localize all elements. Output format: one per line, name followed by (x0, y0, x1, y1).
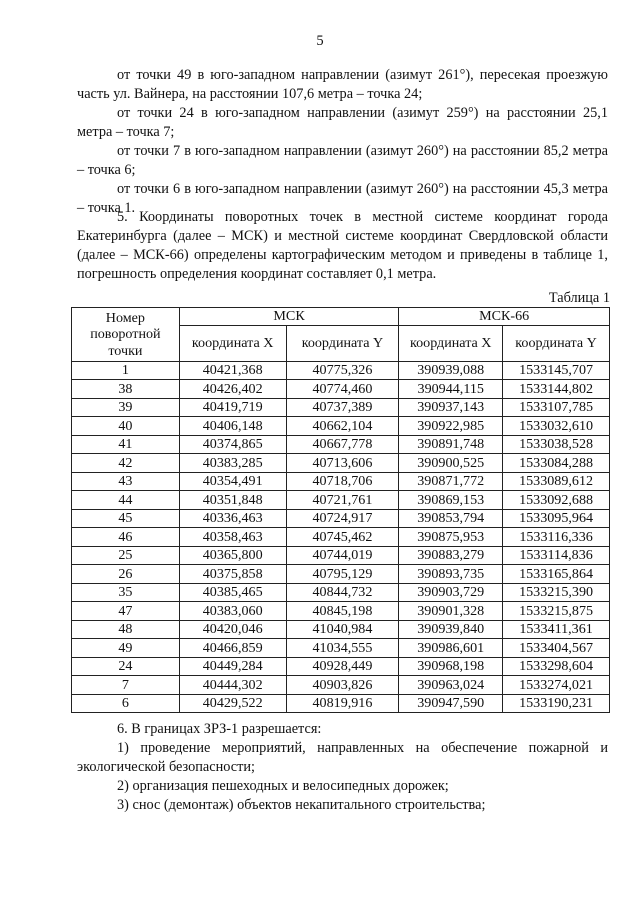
header-msk: МСК (179, 308, 399, 326)
cell-msk66-x: 390891,748 (399, 435, 503, 454)
cell-point: 47 (72, 602, 180, 621)
cell-msk-y: 41040,984 (286, 620, 399, 639)
cell-msk66-y: 1533032,610 (503, 417, 610, 436)
header-msk66: МСК-66 (399, 308, 610, 326)
cell-msk-y: 40775,326 (286, 361, 399, 380)
cell-msk66-x: 390901,328 (399, 602, 503, 621)
cell-msk66-x: 390963,024 (399, 676, 503, 695)
cell-msk66-x: 390922,985 (399, 417, 503, 436)
cell-msk66-y: 1533165,864 (503, 565, 610, 584)
cell-msk-x: 40336,463 (179, 509, 286, 528)
cell-msk66-x: 390937,143 (399, 398, 503, 417)
cell-msk-y: 40745,462 (286, 528, 399, 547)
cell-msk-x: 40421,368 (179, 361, 286, 380)
table-row (72, 583, 610, 602)
cell-msk-y: 40737,389 (286, 398, 399, 417)
cell-msk-x: 40429,522 (179, 694, 286, 713)
header-msk66-x: координата X (399, 325, 503, 361)
cell-msk-y: 40718,706 (286, 472, 399, 491)
table-row (72, 694, 610, 713)
cell-msk-x: 40375,858 (179, 565, 286, 584)
cell-msk-y: 40928,449 (286, 657, 399, 676)
cell-point: 35 (72, 583, 180, 602)
cell-msk66-y: 1533145,707 (503, 361, 610, 380)
cell-msk66-y: 1533084,288 (503, 454, 610, 473)
cell-msk-x: 40406,148 (179, 417, 286, 436)
cell-msk-y: 40724,917 (286, 509, 399, 528)
route-paragraph: от точки 49 в юго-западном направлении (азимут 261°), пересекая проезжую часть ул. Вайнера, на расстоянии 107,6 метра – точка 24; (77, 67, 608, 102)
cell-msk-y: 40721,761 (286, 491, 399, 510)
cell-msk-x: 40419,719 (179, 398, 286, 417)
item-6-sub2: 2) организация пешеходных и велосипедных дорожек; (117, 778, 449, 794)
cell-msk-x: 40385,465 (179, 583, 286, 602)
cell-msk-x: 40449,284 (179, 657, 286, 676)
table-row (72, 657, 610, 676)
item-6-sub3: 3) снос (демонтаж) объектов некапитального строительства; (117, 797, 486, 813)
cell-msk-x: 40444,302 (179, 676, 286, 695)
cell-msk-x: 40383,060 (179, 602, 286, 621)
cell-point: 24 (72, 657, 180, 676)
cell-msk-y: 40844,732 (286, 583, 399, 602)
route-paragraph: от точки 6 в юго-западном направлении (азимут 260°) на расстоянии 45,3 метра – точка 1. (77, 181, 608, 216)
table-caption: Таблица 1 (548, 290, 610, 306)
table-row (72, 435, 610, 454)
cell-msk-x: 40354,491 (179, 472, 286, 491)
cell-point: 43 (72, 472, 180, 491)
cell-msk66-y: 1533298,604 (503, 657, 610, 676)
cell-msk66-x: 390968,198 (399, 657, 503, 676)
table-row (72, 509, 610, 528)
cell-msk-y: 40819,916 (286, 694, 399, 713)
cell-msk66-x: 390893,735 (399, 565, 503, 584)
table-row (72, 454, 610, 473)
cell-msk-x: 40420,046 (179, 620, 286, 639)
route-paragraph: от точки 24 в юго-западном направлении (азимут 259°) на расстоянии 25,1 метра – точка 7; (77, 105, 608, 140)
cell-msk66-y: 1533095,964 (503, 509, 610, 528)
cell-msk-y: 40795,129 (286, 565, 399, 584)
table-row (72, 620, 610, 639)
cell-msk66-y: 1533215,875 (503, 602, 610, 621)
cell-msk66-x: 390853,794 (399, 509, 503, 528)
cell-point: 7 (72, 676, 180, 695)
cell-point: 49 (72, 639, 180, 658)
cell-point: 45 (72, 509, 180, 528)
cell-msk-y: 40845,198 (286, 602, 399, 621)
cell-point: 42 (72, 454, 180, 473)
cell-point: 39 (72, 398, 180, 417)
cell-msk66-y: 1533404,567 (503, 639, 610, 658)
item-6-title: 6. В границах ЗРЗ-1 разрешается: (117, 721, 322, 737)
header-msk-y: координата Y (286, 325, 399, 361)
cell-msk66-y: 1533411,361 (503, 620, 610, 639)
cell-msk66-y: 1533116,336 (503, 528, 610, 547)
cell-msk66-x: 390875,953 (399, 528, 503, 547)
cell-point: 25 (72, 546, 180, 565)
cell-msk66-x: 390903,729 (399, 583, 503, 602)
cell-msk-x: 40358,463 (179, 528, 286, 547)
cell-msk-y: 40667,778 (286, 435, 399, 454)
cell-msk66-x: 390939,088 (399, 361, 503, 380)
table-row (72, 639, 610, 658)
cell-msk66-y: 1533274,021 (503, 676, 610, 695)
route-description (77, 66, 608, 218)
cell-msk-x: 40374,865 (179, 435, 286, 454)
table-row (72, 602, 610, 621)
cell-point: 40 (72, 417, 180, 436)
cell-msk66-y: 1533092,688 (503, 491, 610, 510)
cell-msk-x: 40365,800 (179, 546, 286, 565)
cell-msk-x: 40383,285 (179, 454, 286, 473)
table-row (72, 546, 610, 565)
table-row (72, 361, 610, 380)
cell-msk66-x: 390986,601 (399, 639, 503, 658)
cell-msk66-y: 1533190,231 (503, 694, 610, 713)
table-row (72, 417, 610, 436)
cell-msk-y: 40774,460 (286, 380, 399, 399)
table-row (72, 398, 610, 417)
cell-msk-y: 40713,606 (286, 454, 399, 473)
header-msk-x: координата X (179, 325, 286, 361)
cell-point: 46 (72, 528, 180, 547)
header-msk66-y: координата Y (503, 325, 610, 361)
route-paragraph: от точки 7 в юго-западном направлении (азимут 260°) на расстоянии 85,2 метра – точка 6; (77, 143, 608, 178)
cell-msk66-x: 390871,772 (399, 472, 503, 491)
header-point-number: Номер поворотной точки (72, 308, 180, 362)
coordinates-table (71, 307, 610, 713)
cell-msk66-x: 390947,590 (399, 694, 503, 713)
table-row (72, 380, 610, 399)
table-row (72, 528, 610, 547)
cell-point: 41 (72, 435, 180, 454)
cell-msk-y: 41034,555 (286, 639, 399, 658)
cell-msk-y: 40744,019 (286, 546, 399, 565)
cell-msk-x: 40351,848 (179, 491, 286, 510)
cell-msk66-x: 390883,279 (399, 546, 503, 565)
cell-msk66-x: 390869,153 (399, 491, 503, 510)
cell-msk-x: 40426,402 (179, 380, 286, 399)
cell-msk66-y: 1533089,612 (503, 472, 610, 491)
cell-msk66-y: 1533215,390 (503, 583, 610, 602)
table-row (72, 676, 610, 695)
page-number: 5 (316, 33, 324, 49)
table-body (72, 361, 610, 713)
cell-msk66-y: 1533144,802 (503, 380, 610, 399)
cell-point: 44 (72, 491, 180, 510)
table-row (72, 491, 610, 510)
table-row (72, 565, 610, 584)
cell-msk66-y: 1533114,836 (503, 546, 610, 565)
cell-msk66-x: 390939,840 (399, 620, 503, 639)
item-6-section (77, 720, 608, 815)
table-row (72, 472, 610, 491)
cell-msk66-y: 1533038,528 (503, 435, 610, 454)
cell-point: 26 (72, 565, 180, 584)
cell-point: 1 (72, 361, 180, 380)
cell-msk-y: 40662,104 (286, 417, 399, 436)
cell-msk-y: 40903,826 (286, 676, 399, 695)
cell-msk66-y: 1533107,785 (503, 398, 610, 417)
item-6-sub1: 1) проведение мероприятий, направленных на обеспечение пожарной и экологической безопасности; (77, 740, 609, 775)
cell-point: 6 (72, 694, 180, 713)
cell-msk66-x: 390900,525 (399, 454, 503, 473)
cell-point: 48 (72, 620, 180, 639)
cell-msk-x: 40466,859 (179, 639, 286, 658)
cell-point: 38 (72, 380, 180, 399)
item-5-paragraph: 5. Координаты поворотных точек в местной системе координат города Екатеринбурга (далее – МСК) и местной системе координат Свердловской области (далее – МСК-66) определены картографическим методом и приведены в таблице 1, погрешность определения координат составляет 0,1 метра. (77, 209, 609, 282)
cell-msk66-x: 390944,115 (399, 380, 503, 399)
